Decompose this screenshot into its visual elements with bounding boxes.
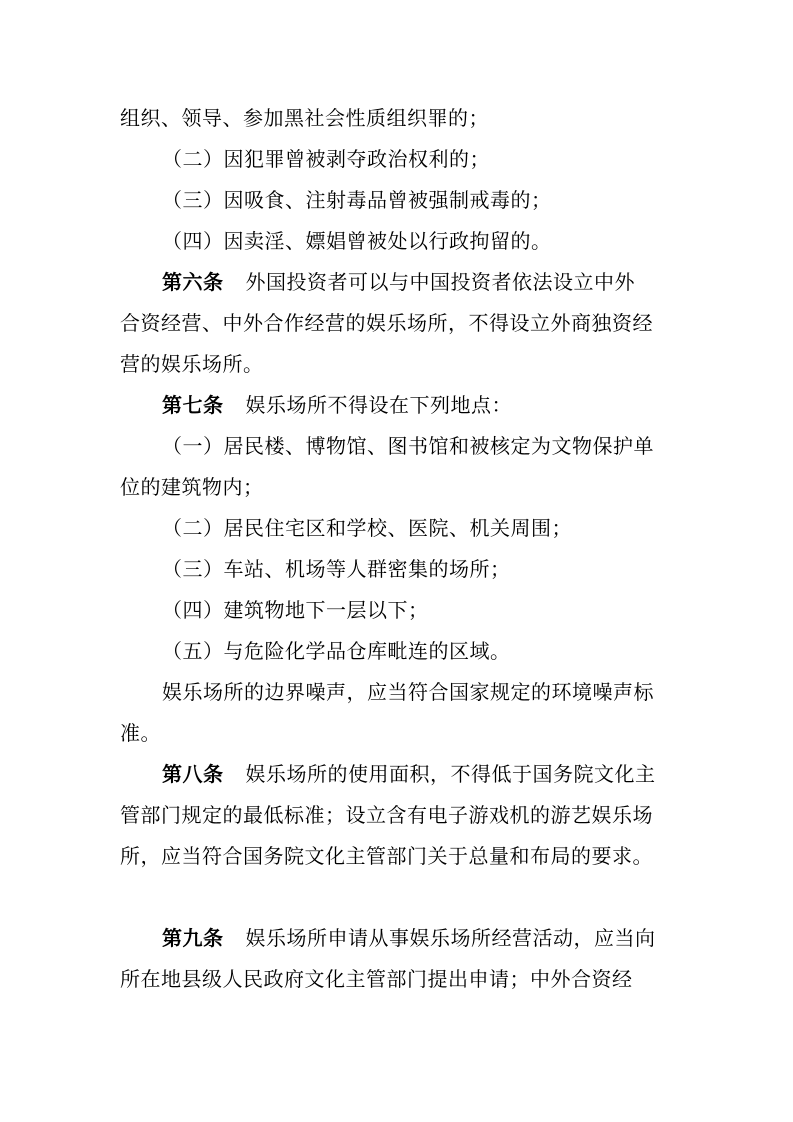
text-line: （一）居民楼、博物馆、图书馆和被核定为文物保护单 [162,434,654,458]
text-line: （五）与危险化学品仓库毗连的区域。 [162,639,511,663]
text-line: （四）建筑物地下一层以下； [162,598,429,622]
text-line: 组织、领导、参加黑社会性质组织罪的； [120,106,489,130]
article-7-label: 第七条 [162,393,224,417]
text-line: 合资经营、中外合作经营的娱乐场所，不得设立外商独资经 [120,311,653,335]
article-6-label: 第六条 [162,270,224,294]
text-line: （三）车站、机场等人群密集的场所； [162,557,511,581]
article-9-paragraph [162,924,656,952]
article-8-paragraph [162,760,656,788]
article-6-paragraph [162,268,635,296]
article-9-label: 第九条 [162,926,224,950]
text-line: 娱乐场所的边界噪声，应当符合国家规定的环境噪声标 [162,680,654,704]
text-line: 位的建筑物内； [120,475,264,499]
text-span: 外国投资者可以与中国投资者依法设立中外 [245,270,635,294]
text-span: 娱乐场所不得设在下列地点： [245,393,512,417]
text-line: 准。 [120,721,161,745]
text-line: 营的娱乐场所。 [120,352,264,376]
text-line: （三）因吸食、注射毒品曾被强制戒毒的； [162,188,552,212]
text-line: （二）居民住宅区和学校、医院、机关周围； [162,516,572,540]
text-span: 娱乐场所的使用面积，不得低于国务院文化主 [245,762,656,786]
text-line: 管部门规定的最低标准；设立含有电子游戏机的游艺娱乐场 [120,803,653,827]
text-span: 娱乐场所申请从事娱乐场所经营活动，应当向 [245,926,656,950]
text-line: 所，应当符合国务院文化主管部门关于总量和布局的要求。 [120,844,653,868]
text-line: （四）因卖淫、嫖娼曾被处以行政拘留的。 [162,229,552,253]
article-8-label: 第八条 [162,762,224,786]
text-line: 所在地县级人民政府文化主管部门提出申请；中外合资经 [120,967,633,991]
text-line: （二）因犯罪曾被剥夺政治权利的； [162,147,490,171]
article-7-paragraph [162,391,512,419]
